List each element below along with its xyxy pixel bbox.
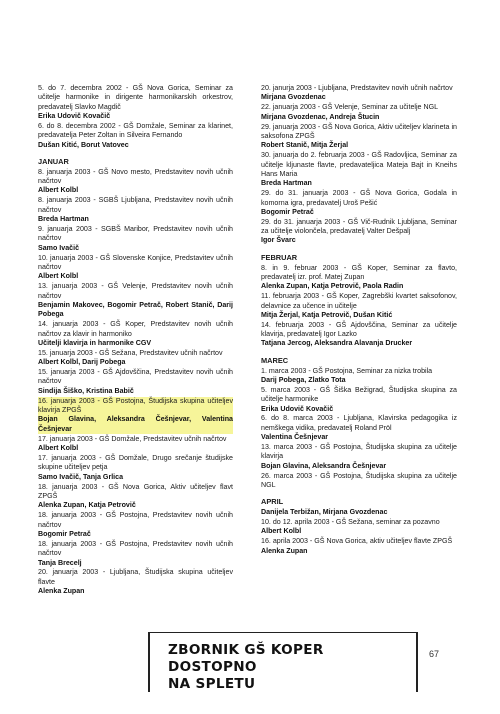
event-description: 5. do 7. decembra 2002 - GŠ Nova Gorica, Seminar za učitelje harmonike in dirigente harmonikarskih orkestrov, predavatelj Slavko Magdič: [38, 84, 233, 111]
event-entry: [38, 368, 233, 396]
event-participants: Bojan Glavina, Aleksandra Češnjevar: [261, 461, 387, 470]
event-entry: [38, 540, 233, 568]
event-entry: [261, 264, 457, 292]
event-description: 20. januarja 2003 - Ljubljana, Študijska skupina učiteljev flavte: [38, 568, 233, 586]
event-entry: [261, 367, 457, 386]
month-heading: FEBRUAR: [261, 252, 298, 262]
event-description: 8. januarja 2003 - SGBŠ Ljubljana, Predstavitev novih učnih načrtov: [38, 196, 233, 214]
event-entry: [38, 435, 233, 454]
event-description: 29. januarja 2003 - GŠ Nova Gorica, Aktiv učiteljev klarineta in saksofona ZPGŠ: [261, 122, 457, 140]
event-entry: [38, 483, 233, 511]
event-entry: [38, 349, 233, 368]
event-participants: Albert Kolbl: [38, 186, 79, 195]
event-entry: [261, 321, 457, 349]
event-description: 20. janurja 2003 - Ljubljana, Predstavitev novih učnih načrtov: [261, 84, 453, 92]
banner-line-1: ZBORNIK GŠ KOPER DOSTOPNO: [168, 642, 324, 675]
event-description: 1. marca 2003 - GŠ Postojna, Seminar za nizka trobila: [261, 366, 433, 375]
event-participants: Igor Švarc: [261, 236, 296, 245]
event-participants: Darij Pobega, Zlatko Tota: [261, 375, 346, 384]
event-participants: Bogomir Petrač: [261, 207, 314, 216]
event-entry: [261, 508, 457, 517]
event-entry: [38, 397, 233, 434]
event-description: 29. do 31. januarja 2003 - GŠ Vič-Rudnik Ljubljana, Seminar za učitelje violončela, predavatelj Valter Dešpalj: [261, 217, 457, 236]
event-description: 13. marca 2003 - GŠ Postojna, Študijska skupina za učitelje klavirja: [261, 443, 457, 461]
event-description: 30. januarja do 2. februarja 2003 - GŠ Radovljica, Seminar za učitelje kljunaste flavte, predavateljica Mateja Bajt in Kneihs Hans Maria: [261, 151, 457, 178]
event-participants: Tatjana Jercog, Aleksandra Alavanja Drucker: [261, 339, 413, 348]
event-description: 22. januarja 2003 - GŠ Velenje, Seminar za učitelje NGL: [261, 103, 439, 112]
event-participants: Mirjana Gvozdenac: [261, 93, 326, 102]
left-column: [38, 84, 233, 597]
event-participants: Alenka Zupan: [261, 546, 308, 555]
event-entry: [261, 84, 457, 103]
event-participants: Valentina Češnjevar: [261, 433, 329, 442]
event-description: 17. januarja 2003 - GŠ Domžale, Predstavitev učnih načrtov: [38, 434, 227, 443]
event-description: 16. januarja 2003 - GŠ Postojna, Študijska skupina učiteljev klavirja ZPGŠ: [38, 396, 233, 415]
event-entry: [38, 320, 233, 348]
event-description: 14. januarja 2003 - GŠ Koper, Predstavitev novih učnih načrtov za klavir in harmoniko: [38, 320, 233, 338]
event-entry: [38, 196, 233, 224]
event-description: 10. januarja 2003 - GŠ Slovenske Konjice, Predstavitev učnih načrtov: [38, 253, 233, 271]
event-entry: [261, 218, 457, 246]
month-heading: JANUAR: [38, 157, 69, 166]
event-participants: Bogomir Petrač: [38, 529, 91, 538]
event-description: 18. januarja 2003 - GŠ Postojna, Predstavitev novih učnih načrtov: [38, 511, 233, 529]
event-entry: [261, 151, 457, 188]
event-entry: [261, 292, 457, 320]
banner-line-2: NA SPLETU: [168, 676, 256, 692]
event-description: 18. januarja 2003 - GŠ Postojna, Predstavitev novih učnih načrtov: [38, 539, 233, 558]
event-participants: Benjamin Makovec, Bogomir Petrač, Robert Stanič, Darij Pobega: [38, 300, 233, 319]
event-entry: [261, 537, 457, 556]
event-description: 15. januarja 2003 - GŠ Sežana, Predstavitev učnih načrtov: [38, 348, 223, 357]
event-description: 29. do 31. januarja 2003 - GŠ Nova Gorica, Godala in komorna igra, predavatelj Uroš Pešić: [261, 189, 457, 207]
event-participants: Sindija Šiško, Kristina Babič: [38, 386, 134, 395]
event-participants: Samo Ivačič: [38, 243, 80, 252]
event-description: 8. in 9. februar 2003 - GŠ Koper, Seminar za flavto, predavatelj izr. prof. Matej Zupan: [261, 263, 457, 281]
event-participants: Dušan Kitić, Borut Vatovec: [38, 140, 129, 149]
event-entry: [38, 454, 233, 482]
event-entry: [261, 189, 457, 217]
event-participants: Albert Kolbl, Darij Pobega: [38, 358, 126, 367]
event-participants: Albert Kolbl: [38, 444, 79, 453]
event-description: 13. januarja 2003 - GŠ Velenje, Predstavitev novih učnih načrtov: [38, 282, 233, 300]
event-participants: Samo Ivačič, Tanja Grlica: [38, 472, 124, 481]
event-participants: Breda Hartman: [261, 179, 312, 188]
page-number: 67: [429, 649, 440, 659]
event-participants: Robert Stanič, Mitja Žerjal: [261, 141, 349, 150]
banner: [148, 632, 418, 692]
month-heading: MAREC: [261, 355, 289, 365]
event-participants: Tanja Brecelj: [38, 558, 82, 567]
event-entry: [261, 518, 457, 537]
event-description: 6. do 8. decembra 2002 - GŠ Domžale, Seminar za klarinet, predavatelja Peter Zoltan in Silveira Fernando: [38, 121, 233, 140]
event-participants: Mirjana Gvozdenac, Andreja Štucin: [261, 112, 380, 121]
event-description: 9. januarja 2003 - SGBŠ Maribor, Predstavitev novih učnih načrtov: [38, 224, 233, 243]
event-participants: Erika Udovič Kovačič: [38, 112, 111, 121]
event-participants: Alenka Zupan, Katja Petrovič: [38, 501, 136, 510]
event-entry: [261, 472, 457, 491]
event-description: 11. februarja 2003 - GŠ Koper, Zagrebški kvartet saksofonov, delavnice za učence in učitelje: [261, 292, 457, 310]
event-entry: [261, 443, 457, 471]
event-participants: Albert Kolbl: [38, 272, 79, 281]
event-entry: [38, 254, 233, 282]
event-participants: Erika Udovič Kovačič: [261, 404, 334, 413]
event-entry: [38, 122, 233, 150]
event-description: 18. januarja 2003 - GŠ Nova Gorica, Aktiv učiteljev flavt ZPGŠ: [38, 482, 233, 500]
event-entry: [38, 84, 233, 121]
event-entry: [38, 511, 233, 539]
event-entry: [38, 282, 233, 319]
event-entry: [261, 123, 457, 151]
event-description: 17. januarja 2003 - GŠ Domžale, Drugo srečanje študijske skupine učiteljev petja: [38, 453, 233, 472]
event-description: 6. do 8. marca 2003 - Ljubljana, Klavirska pedagogika iz nemškega vidika, predavatelj Roland Pröl: [261, 414, 457, 432]
event-participants: Danijela Terbižan, Mirjana Gvozdenac: [261, 508, 388, 517]
event-participants: Mitja Žerjal, Katja Petrovič, Dušan Kitić: [261, 310, 393, 319]
event-entry: [38, 168, 233, 196]
event-description: 10. do 12. aprila 2003 - GŠ Sežana, seminar za pozavno: [261, 518, 440, 527]
month-heading: APRIL: [261, 497, 284, 507]
event-entry: [261, 103, 457, 122]
event-entry: [38, 225, 233, 253]
event-participants: Bojan Glavina, Aleksandra Češnjevar, Valentina Češnjevar: [38, 415, 233, 433]
event-participants: Alenka Zupan, Katja Petrovič, Paola Radin: [261, 282, 404, 291]
event-description: 15. januarja 2003 - GŠ Ajdovščina, Predstavitev novih učnih načrtov: [38, 368, 233, 386]
event-entry: [38, 568, 233, 596]
event-participants: Alenka Zupan: [38, 587, 85, 596]
event-participants: Učitelji klavirja in harmonike CGV: [38, 338, 152, 347]
event-description: 8. januarja 2003 - GŠ Novo mesto, Predstavitev novih učnih načrtov: [38, 167, 233, 186]
event-description: 26. marca 2003 - GŠ Postojna, Študijska skupina za učitelje NGL: [261, 471, 457, 490]
event-description: 5. marca 2003 - GŠ Šiška Bežigrad, Študijska skupina za učitelje harmonike: [261, 385, 457, 404]
event-participants: Albert Kolbl: [261, 527, 302, 536]
event-description: 16. aprila 2003 - GŠ Nova Gorica, aktiv učiteljev flavte ZPGŠ: [261, 537, 453, 546]
right-column: [261, 84, 457, 557]
event-participants: Breda Hartman: [38, 215, 89, 224]
event-description: 14. februarja 2003 - GŠ Ajdovščina, Seminar za učitelje klavirja, predavatelj Igor Lazko: [261, 320, 457, 339]
event-entry: [261, 414, 457, 442]
event-entry: [261, 386, 457, 414]
